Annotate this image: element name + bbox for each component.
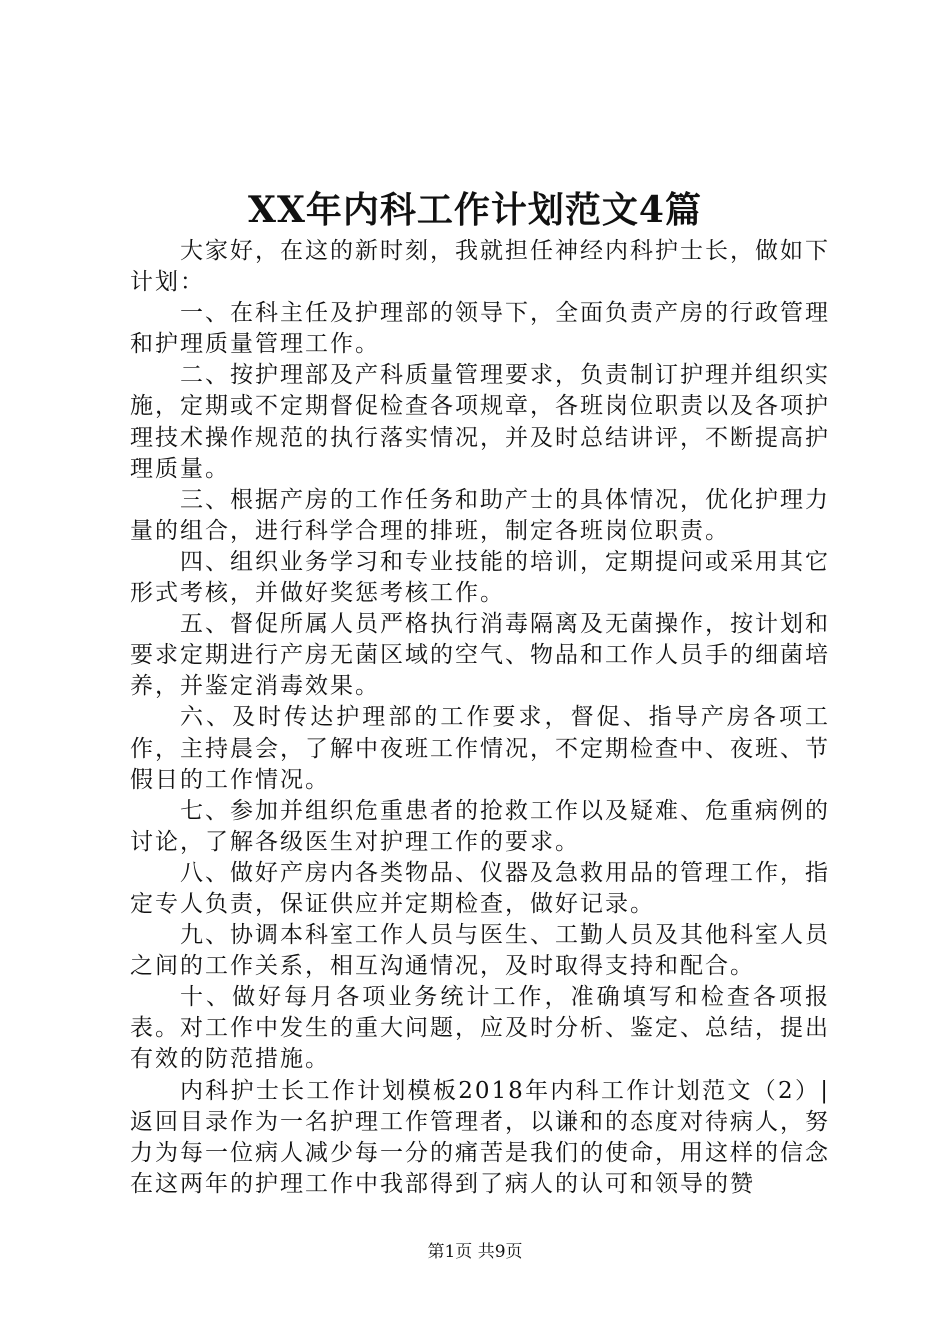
paragraph-template-2: 内科护士长工作计划模板2018年内科工作计划范文（2）|返回目录作为一名护理工作管理者，以谦和的态度对待病人，努力为每一位病人减少每一分的痛苦是我们的使命，用这样的信念在这两年的护理工作中我部得到了病人的认可和领导的赞 (130, 1077, 830, 1197)
document-body (130, 236, 830, 1200)
paragraph-intro: 大家好，在这的新时刻，我就担任神经内科护士长，做如下计划： (130, 238, 830, 296)
paragraph-item-6: 六、及时传达护理部的工作要求，督促、指导产房各项工作，主持晨会，了解中夜班工作情况，不定期检查中、夜班、节假日的工作情况。 (130, 704, 830, 793)
paragraph-item-7: 七、参加并组织危重患者的抢救工作以及疑难、危重病例的讨论，了解各级医生对护理工作的要求。 (130, 797, 830, 855)
paragraph-item-3: 三、根据产房的工作任务和助产士的具体情况，优化护理力量的组合，进行科学合理的排班，制定各班岗位职责。 (130, 486, 830, 544)
paragraph-item-5: 五、督促所属人员严格执行消毒隔离及无菌操作，按计划和要求定期进行产房无菌区域的空气、物品和工作人员手的细菌培养，并鉴定消毒效果。 (130, 611, 830, 700)
paragraph-item-9: 九、协调本科室工作人员与医生、工勤人员及其他科室人员之间的工作关系，相互沟通情况，及时取得支持和配合。 (130, 922, 830, 980)
page-number-footer: 第1页 共9页 (427, 1242, 523, 1262)
paragraph-item-4: 四、组织业务学习和专业技能的培训，定期提问或采用其它形式考核，并做好奖惩考核工作。 (130, 548, 830, 607)
document-title: XX年内科工作计划范文4篇 (248, 189, 702, 231)
paragraph-item-8: 八、做好产房内各类物品、仪器及急救用品的管理工作，指定专人负责，保证供应并定期检查，做好记录。 (130, 859, 830, 917)
paragraph-item-2: 二、按护理部及产科质量管理要求，负责制订护理并组织实施，定期或不定期督促检查各项规章，各班岗位职责以及各项护理技术操作规范的执行落实情况，并及时总结讲评，不断提高护理质量。 (130, 362, 830, 482)
paragraph-item-10: 十、做好每月各项业务统计工作，准确填写和检查各项报表。对工作中发生的重大问题，应及时分析、鉴定、总结，提出有效的防范措施。 (130, 984, 830, 1073)
paragraph-item-1: 一、在科主任及护理部的领导下，全面负责产房的行政管理和护理质量管理工作。 (130, 300, 830, 358)
